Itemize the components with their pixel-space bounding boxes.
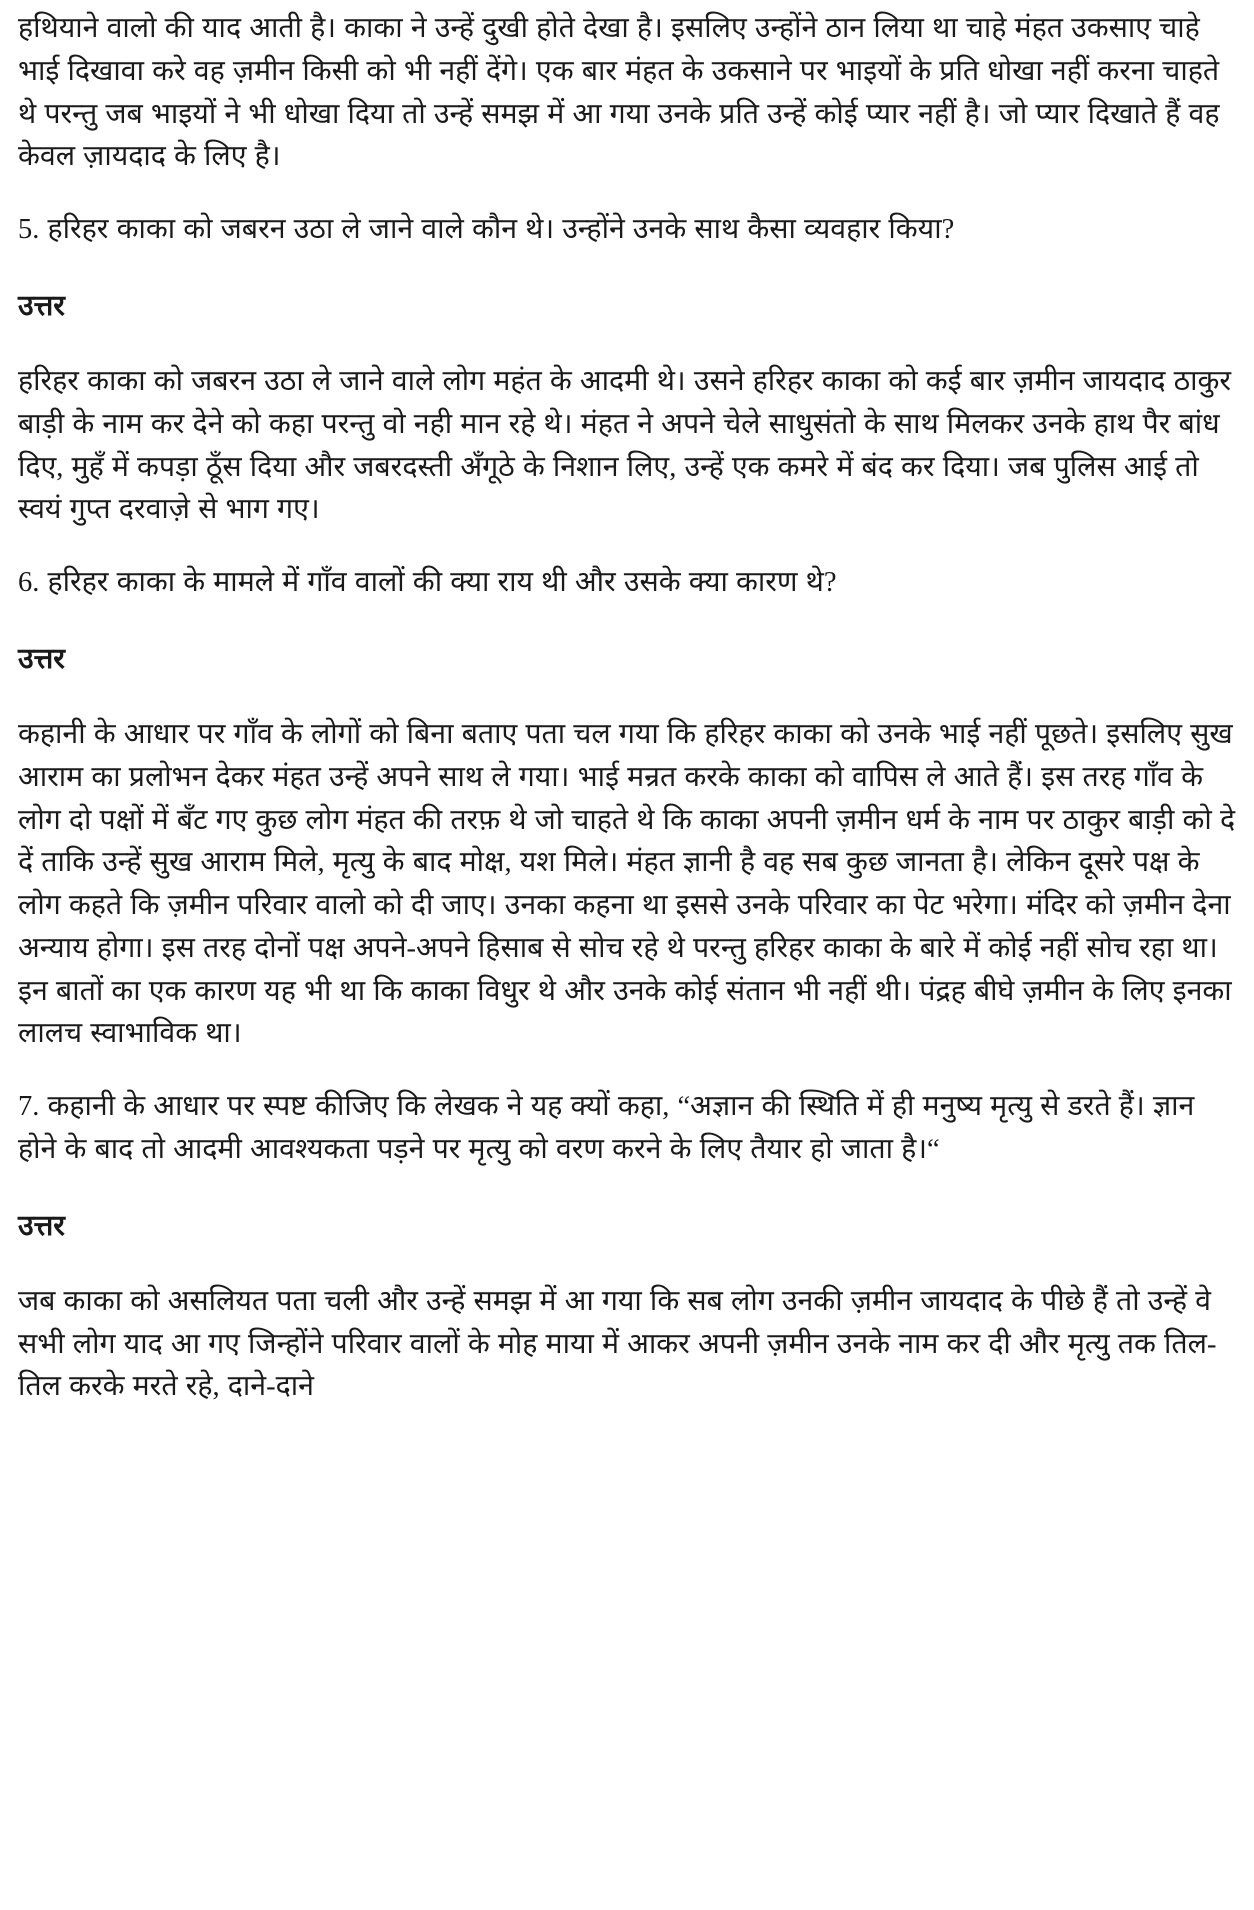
answer-7: जब काका को असलियत पता चली और उन्हें समझ में आ गया कि सब लोग उनकी ज़मीन जायदाद के पीछे हैं तो उन्हें वे सभी लोग याद आ गए जिन्होंने परिवार वालों के मोह माया में आकर अपनी ज़मीन उनके नाम कर दी और मृत्यु तक तिल-तिल करके मरते रहे, दाने-दाने [18,1285,1217,1403]
answer-heading-5: उत्तर [18,290,65,322]
question-6: 6. हरिहर काका के मामले में गाँव वालों की क्या राय थी और उसके क्या कारण थे? [18,567,837,599]
answer-5: हरिहर काका को जबरन उठा ले जाने वाले लोग महंत के आदमी थे। उसने हरिहर काका को कई बार ज़मीन जायदाद ठाकुर बाड़ी के नाम कर देने को कहा परन्तु वो नही मान रहे थे। मंहत ने अपने चेले साधुसंतो के साथ मिलकर उनके हाथ पैर बांध दिए, मुहँ में कपड़ा ठूँस दिया और जबरदस्ती अँगूठे के निशान लिए, उन्हें एक कमरे में बंद कर दिया। जब पुलिस आई तो स्वयं गुप्त दरवाज़े से भाग गए। [18,366,1232,526]
answer-6: कहानी के आधार पर गाँव के लोगों को बिना बताए पता चल गया कि हरिहर काका को उनके भाई नहीं पूछते। इसलिए सुख आराम का प्रलोभन देकर मंहत उन्हें अपने साथ ले गया। भाई मन्रत करके काका को वापिस ले आते हैं। इस तरह गाँव के लोग दो पक्षों में बँट गए कुछ लोग मंहत की तरफ़ थे जो चाहते थे कि काका अपनी ज़मीन धर्म के नाम पर ठाकुर बाड़ी को दे दें ताकि उन्हें सुख आराम मिले, मृत्यु के बाद मोक्ष, यश मिले। मंहत ज्ञानी है वह सब कुछ जानता है। लेकिन दूसरे पक्ष के लोग कहते कि ज़मीन परिवार वालो को दी जाए। उनका कहना था इससे उनके परिवार का पेट भरेगा। मंदिर को ज़मीन देना अन्याय होगा। इस तरह दोनों पक्ष अपने-अपने हिसाब से सोच रहे थे परन्तु हरिहर काका के बारे में कोई नहीं सोच रहा था। इन बातों का एक कारण यह भी था कि काका विधुर थे और उनके कोई संतान भी नहीं थी। पंद्रह बीघे ज़मीन के लिए इनका लालच स्वाभाविक था। [18,719,1236,1050]
paragraph-continued-answer: हथियाने वालो की याद आती है। काका ने उन्हें दुखी होते देखा है। इसलिए उन्होंने ठान लिया था चाहे मंहत उकसाए चाहे भाई दिखावा करे वह ज़मीन किसी को भी नहीं देंगे। एक बार मंहत के उकसाने पर भाइयों के प्रति धोखा नहीं करना चाहते थे परन्तु जब भाइयों ने भी धोखा दिया तो उन्हें समझ में आ गया उनके प्रति उन्हें कोई प्यार नहीं है। जो प्यार दिखाते हैं वह केवल ज़ायदाद के लिए है। [18,13,1220,173]
answer-heading-6: उत्तर [18,643,65,675]
question-5: 5. हरिहर काका को जबरन उठा ले जाने वाले कौन थे। उन्होंने उनके साथ कैसा व्यवहार किया? [18,214,955,245]
question-7: 7. कहानी के आधार पर स्पष्ट कीजिए कि लेखक ने यह क्यों कहा, “अज्ञान की स्थिति में ही मनुष्य मृत्यु से डरते हैं। ज्ञान होने के बाद तो आदमी आवश्यकता पड़ने पर मृत्यु को वरण करने के लिए तैयार हो जाता है।“ [18,1091,1195,1165]
answer-heading-7: उत्तर [18,1210,65,1242]
